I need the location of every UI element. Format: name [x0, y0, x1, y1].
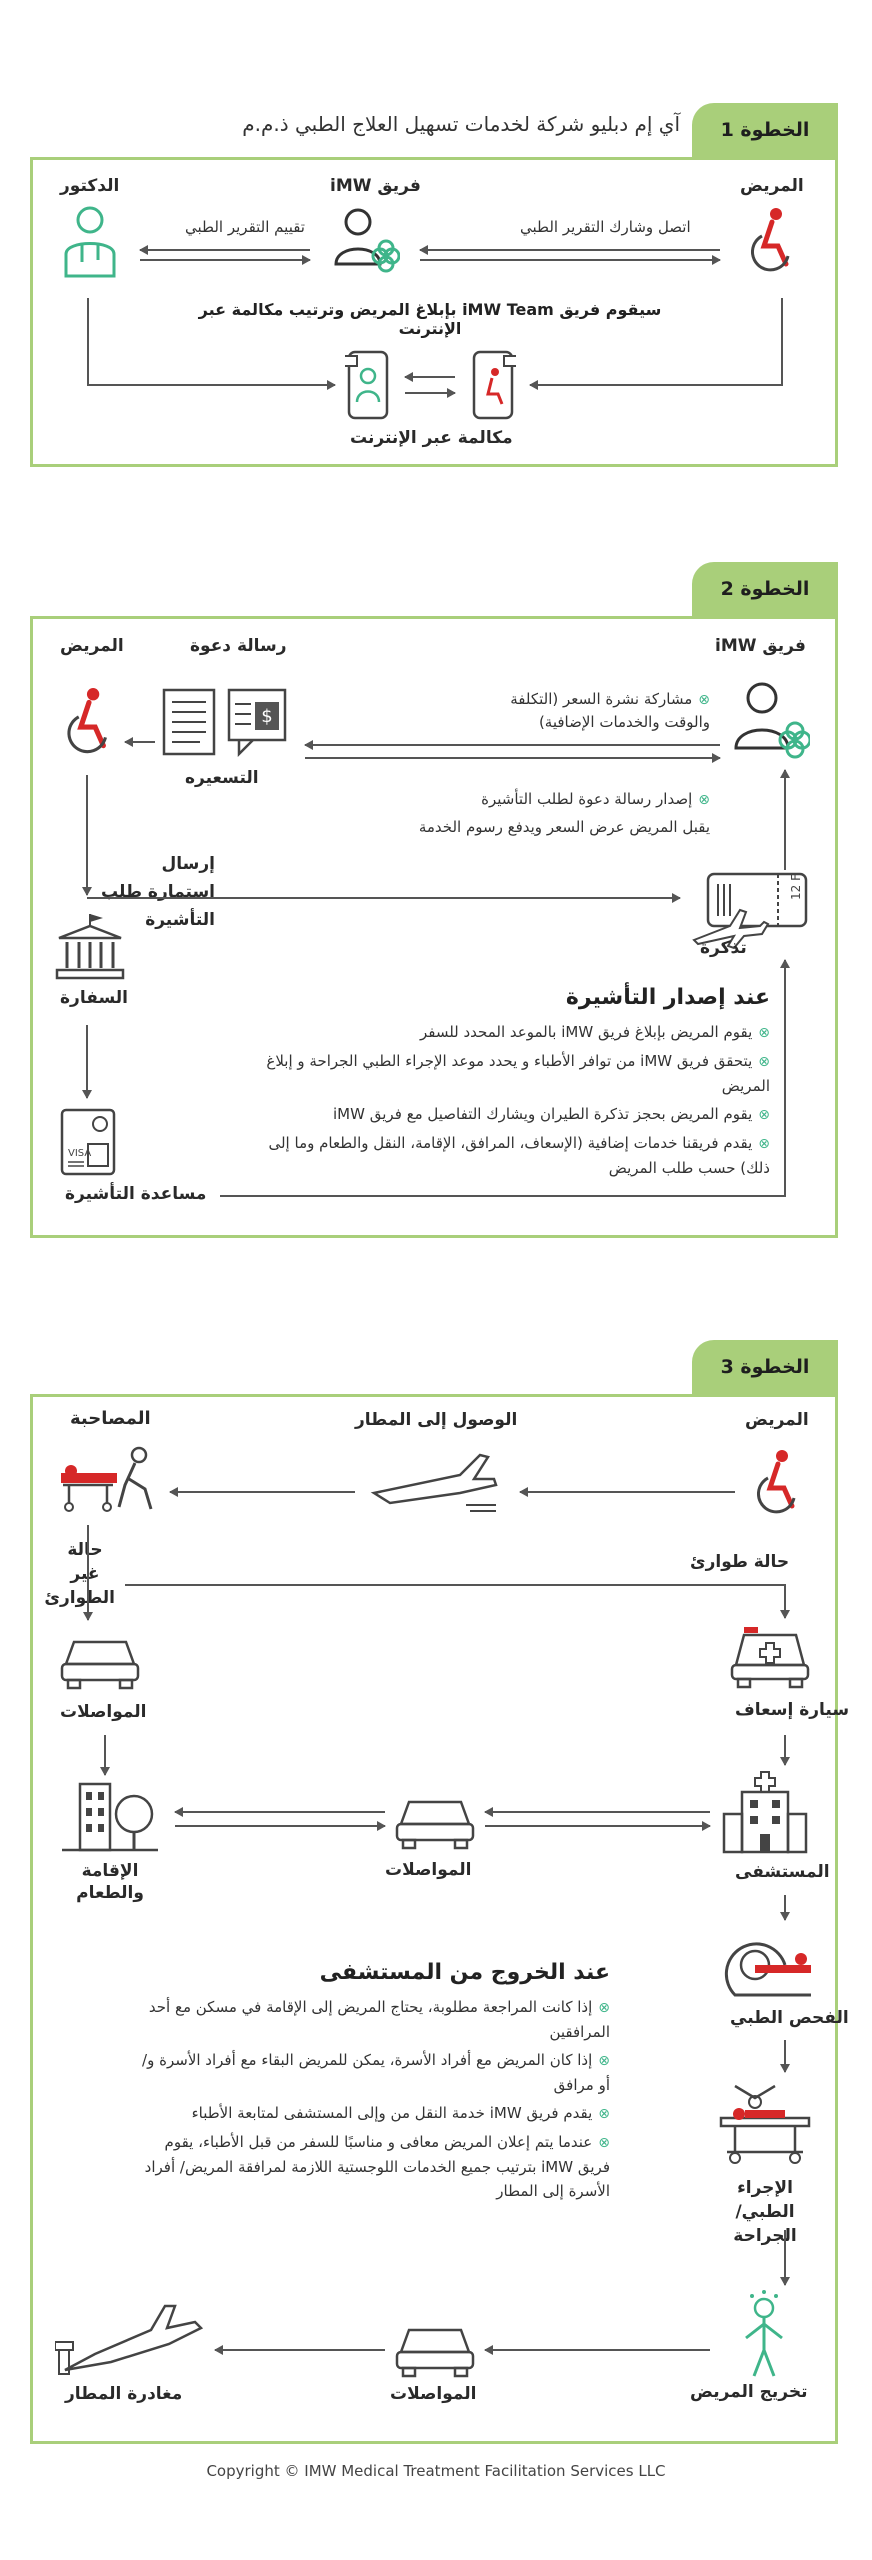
transport2-label: المواصلات [390, 2384, 477, 2404]
discharge-title: عند الخروج من المستشفى [319, 1960, 610, 1985]
transport-label-center: المواصلات [385, 1860, 472, 1880]
bullet-check-icon: ⊗ [598, 2000, 610, 2016]
on-visa-title: عند إصدار التأشيرة [565, 985, 770, 1010]
doctor-phone-icon [345, 350, 391, 420]
bullet-check-icon: ⊗ [598, 2106, 610, 2122]
discharge-item: ⊗إذا كانت المراجعة مطلوبة، يحتاج المريض إلى الإقامة في مسكن مع أحد المرافقين [148, 1998, 610, 2041]
bullet-check-icon: ⊗ [758, 1107, 770, 1123]
procedure-label: الإجراء الطبي/ الجراحة [733, 2178, 797, 2246]
visa-item: ⊗يقوم المريض بإبلاغ فريق iMW بالموعد المحدد للسفر [419, 1023, 770, 1041]
bullet-check-icon: ⊗ [698, 692, 710, 708]
hospital-icon [720, 1770, 810, 1860]
step1-patient-label: المريض [740, 176, 804, 196]
price-chat-icon [225, 688, 291, 758]
visa-item: ⊗يتحقق فريق iMW من توافر الأطباء و يحدد موعد الإجراء الطبي الجراحة و إبلاغ المريض [266, 1052, 770, 1095]
discharge-items [135, 1995, 610, 2207]
step2-patient-icon [58, 686, 120, 760]
checkup-label: الفحص الطبي [730, 2008, 849, 2028]
discharged-patient-icon [730, 2290, 800, 2380]
arrival-label: الوصول إلى المطار [355, 1410, 518, 1430]
step2-tab: الخطوة 2 [692, 562, 838, 617]
step2-team-icon [730, 680, 810, 762]
document-icon [160, 688, 220, 758]
hotel-icon [60, 1780, 160, 1860]
svg-text:12 F: 12 F [789, 874, 803, 900]
bullet-issue-invite: ⊗إصدار رسالة دعوة لطلب التأشيرة [481, 790, 710, 808]
stretcher-icon [55, 1445, 155, 1515]
accommodation-label: الإقامة والطعام [76, 1861, 144, 1903]
bullet-check-icon: ⊗ [598, 2053, 610, 2069]
visa-card-icon [60, 1108, 116, 1176]
bullet-check-icon: ⊗ [758, 1136, 770, 1152]
accept-text: يقبل المريض عرض السعر ويدفع رسوم الخدمة [418, 818, 710, 836]
step1-team-label: فريق iMW [330, 176, 421, 196]
step1-doctor-label: الدكتور [60, 176, 120, 196]
car-icon [60, 1630, 140, 1690]
bullet-check-icon: ⊗ [758, 1025, 770, 1041]
ambulance-icon [730, 1625, 810, 1691]
visa-assist-label: مساعدة التأشيرة [65, 1184, 207, 1204]
departure-label: مغادرة المطار [65, 2384, 183, 2404]
bullet-share-price: ⊗مشاركة نشرة السعر (التكلفة والوقت والخدمات الإضافية) [510, 690, 710, 731]
mri-scanner-icon [715, 1925, 815, 2005]
step2-team-label: فريق iMW [715, 636, 806, 656]
emergency-label: حالة طوارئ [690, 1552, 790, 1572]
discharge-item: ⊗يقدم فريق iMW خدمة النقل من وإلى المستشفى لمتابعة الأطباء [191, 2104, 610, 2122]
car-bottom-icon [395, 2318, 475, 2378]
step1-share-report: اتصل وشارك التقرير الطبي [520, 218, 691, 236]
non-emergency-label: حالة غير الطوارئ [44, 1540, 115, 1608]
ticket-label: تذكرة [700, 938, 747, 958]
pricing-label: التسعيره [185, 768, 259, 788]
surgery-icon [715, 2078, 815, 2168]
bullet-check-icon: ⊗ [758, 1054, 770, 1070]
doctor-icon [58, 204, 122, 280]
discharge-label: تخريج المريض [690, 2382, 808, 2402]
bullet-check-icon: ⊗ [598, 2135, 610, 2151]
visa-items [265, 1020, 770, 1184]
step3-patient-icon [748, 1448, 808, 1520]
airplane-landing-icon [370, 1445, 500, 1515]
visa-item: ⊗يقوم المريض بحجز تذكرة الطيران ويشارك التفاصيل مع فريق iMW [333, 1105, 770, 1123]
svg-text:$: $ [261, 706, 273, 727]
step3-tab: الخطوة 3 [692, 1340, 838, 1395]
step2-patient-label: المريض [60, 636, 124, 656]
discharge-item: ⊗عندما يتم إعلان المريض معافى و مناسبًا للسفر من قبل الأطباء، يقوم فريق iMW بترتيب جميع الخدمات اللوجستية اللازمة لمرافقة المريض/ أفراد الأسرة إلى المطار [144, 2133, 610, 2200]
embassy-label: السفارة [60, 988, 128, 1008]
svg-text:VISA: VISA [68, 1148, 92, 1159]
step1-evaluate-report: تقييم التقرير الطبي [185, 218, 305, 236]
patient-phone-icon [470, 350, 516, 420]
copyright-footer: Copyright © IMW Medical Treatment Facilitation Services LLC [206, 2462, 666, 2480]
transport-label-left: المواصلات [60, 1702, 147, 1722]
hospital-label: المستشفى [735, 1862, 830, 1882]
airplane-takeoff-icon [55, 2300, 205, 2378]
companion-label: المصاحبة [70, 1408, 151, 1429]
ambulance-label: سيارة إسعاف [735, 1700, 850, 1720]
bullet-check-icon: ⊗ [698, 792, 710, 808]
car-center-icon [395, 1790, 475, 1850]
step3-patient-label: المريض [745, 1410, 809, 1430]
step1-title: آي إم دبليو شركة لخدمات تسهيل العلاج الطبي ذ.م.م [242, 112, 680, 136]
embassy-icon [55, 912, 125, 982]
step1-online-call-label: مكالمة عبر الإنترنت [350, 428, 513, 448]
step2-invitation-label: رسالة دعوة [190, 636, 287, 656]
patient-wheelchair-icon [742, 206, 802, 278]
send-visa-form-label: إرسال استمارة طلب التأشيرة [101, 854, 215, 930]
discharge-item: ⊗إذا كان المريض مع أفراد الأسرة، يمكن للمريض البقاء مع أفراد الأسرة و/ أو مرافق [142, 2051, 610, 2094]
step1-notify-text: سيقوم فريق iMW Team بإبلاغ المريض وترتيب مكالمة عبر الإنترنت [198, 300, 662, 338]
team-person-icon [330, 206, 400, 278]
step1-tab: الخطوة 1 [692, 103, 838, 158]
visa-item: ⊗يقدم فريقنا خدمات إضافية (الإسعاف، المرافق، الإقامة، النقل والطعام وما إلى ذلك) حسب طلب المريض [268, 1134, 770, 1177]
